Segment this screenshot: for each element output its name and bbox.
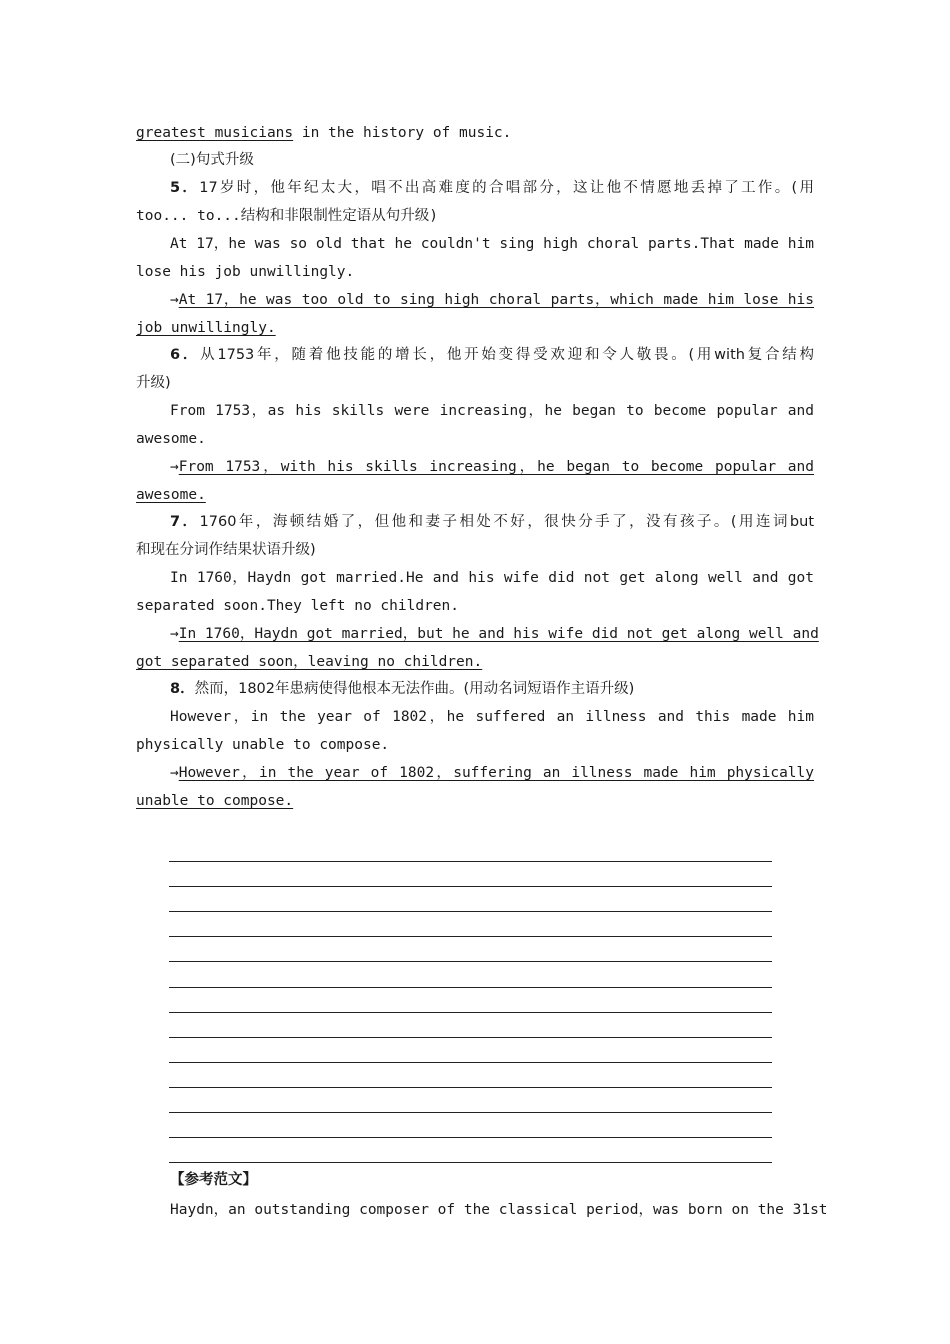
- item-7-prompt-cont: 和现在分词作结果状语升级): [136, 542, 316, 558]
- item-5-answer: [170, 290, 814, 310]
- arrow-icon: →: [170, 626, 179, 642]
- item-5-original: At 17，he was so old that he couldn't sing high choral parts.That made him: [170, 236, 814, 252]
- item-6-original: From 1753，as his skills were increasing，he began to become popular and: [170, 403, 814, 419]
- writing-line: [169, 1012, 772, 1013]
- item-7-original: In 1760，Haydn got married.He and his wife did not get along well and got: [170, 570, 814, 586]
- item-number: 5．: [170, 180, 200, 196]
- item-8-answer: [170, 763, 814, 783]
- item-number: 6．: [170, 347, 201, 363]
- item-6-answer: [170, 457, 814, 477]
- arrow-icon: →: [170, 459, 179, 475]
- model-essay-heading: 【参考范文】: [170, 1172, 257, 1188]
- prompt-text: 然而，1802年患病使得他根本无法作曲。(用动名词短语作主语升级): [194, 681, 635, 697]
- item-7-answer: [170, 624, 819, 644]
- answer-text: At 17，he was too old to sing high choral parts，which made him lose his: [178, 292, 814, 308]
- answer-text: However，in the year of 1802，suffering an illness made him physically: [178, 765, 814, 781]
- section-heading: (二)句式升级: [170, 152, 254, 168]
- item-7-prompt: [170, 512, 814, 532]
- item-number: 8．: [170, 681, 195, 697]
- writing-line: [169, 1062, 772, 1063]
- item-6-prompt-cont: 升级): [136, 375, 171, 391]
- arrow-icon: →: [170, 765, 179, 781]
- item-number: 7．: [170, 514, 200, 530]
- item-7-original-cont: separated soon.They left no children.: [136, 598, 460, 614]
- item-7-answer-cont: got separated soon，leaving no children.: [136, 654, 483, 670]
- item-6-original-cont: awesome.: [136, 431, 206, 447]
- item-8-answer-cont: unable to compose.: [136, 793, 294, 809]
- writing-line: [169, 1137, 772, 1138]
- prompt-text: 从1753年，随着他技能的增长，他开始变得受欢迎和令人敬畏。(用with复合结构: [200, 347, 814, 363]
- item-6-answer-cont: awesome.: [136, 487, 206, 503]
- item-5-prompt: [170, 178, 814, 198]
- writing-line: [169, 911, 772, 912]
- item-5-original-cont: lose his job unwillingly.: [136, 264, 355, 280]
- arrow-icon: →: [170, 292, 179, 308]
- item-6-prompt: [170, 345, 814, 365]
- writing-line: [169, 1037, 772, 1038]
- writing-line: [169, 987, 772, 988]
- writing-line: [169, 1162, 772, 1163]
- writing-line: [169, 886, 772, 887]
- continuation-line: [136, 123, 814, 143]
- writing-line: [169, 961, 772, 962]
- prompt-text: 17岁时，他年纪太大，唱不出高难度的合唱部分，这让他不情愿地丢掉了工作。(用: [199, 180, 814, 196]
- item-8-original: However，in the year of 1802，he suffered an illness and this made him: [170, 709, 814, 725]
- item-5-prompt-cont: too... to...结构和非限制性定语从句升级): [136, 208, 438, 224]
- writing-line: [169, 1112, 772, 1113]
- answer-text: From 1753，with his skills increasing，he began to become popular and: [178, 459, 814, 475]
- item-5-answer-cont: job unwillingly.: [136, 320, 276, 336]
- prompt-text: 1760年，海顿结婚了，但他和妻子相处不好，很快分手了，没有孩子。(用连词but: [199, 514, 815, 530]
- item-8-original-cont: physically unable to compose.: [136, 737, 390, 753]
- answer-underlined-text: greatest musicians: [136, 125, 294, 141]
- model-essay-text: Haydn，an outstanding composer of the classical period，was born on the 31st: [170, 1202, 828, 1218]
- writing-line: [169, 936, 772, 937]
- item-8-prompt: [170, 679, 814, 699]
- writing-line: [169, 861, 772, 862]
- continuation-text: in the history of music.: [293, 125, 512, 141]
- answer-text: In 1760，Haydn got married，but he and his wife did not get along well and: [178, 626, 819, 642]
- writing-line: [169, 1087, 772, 1088]
